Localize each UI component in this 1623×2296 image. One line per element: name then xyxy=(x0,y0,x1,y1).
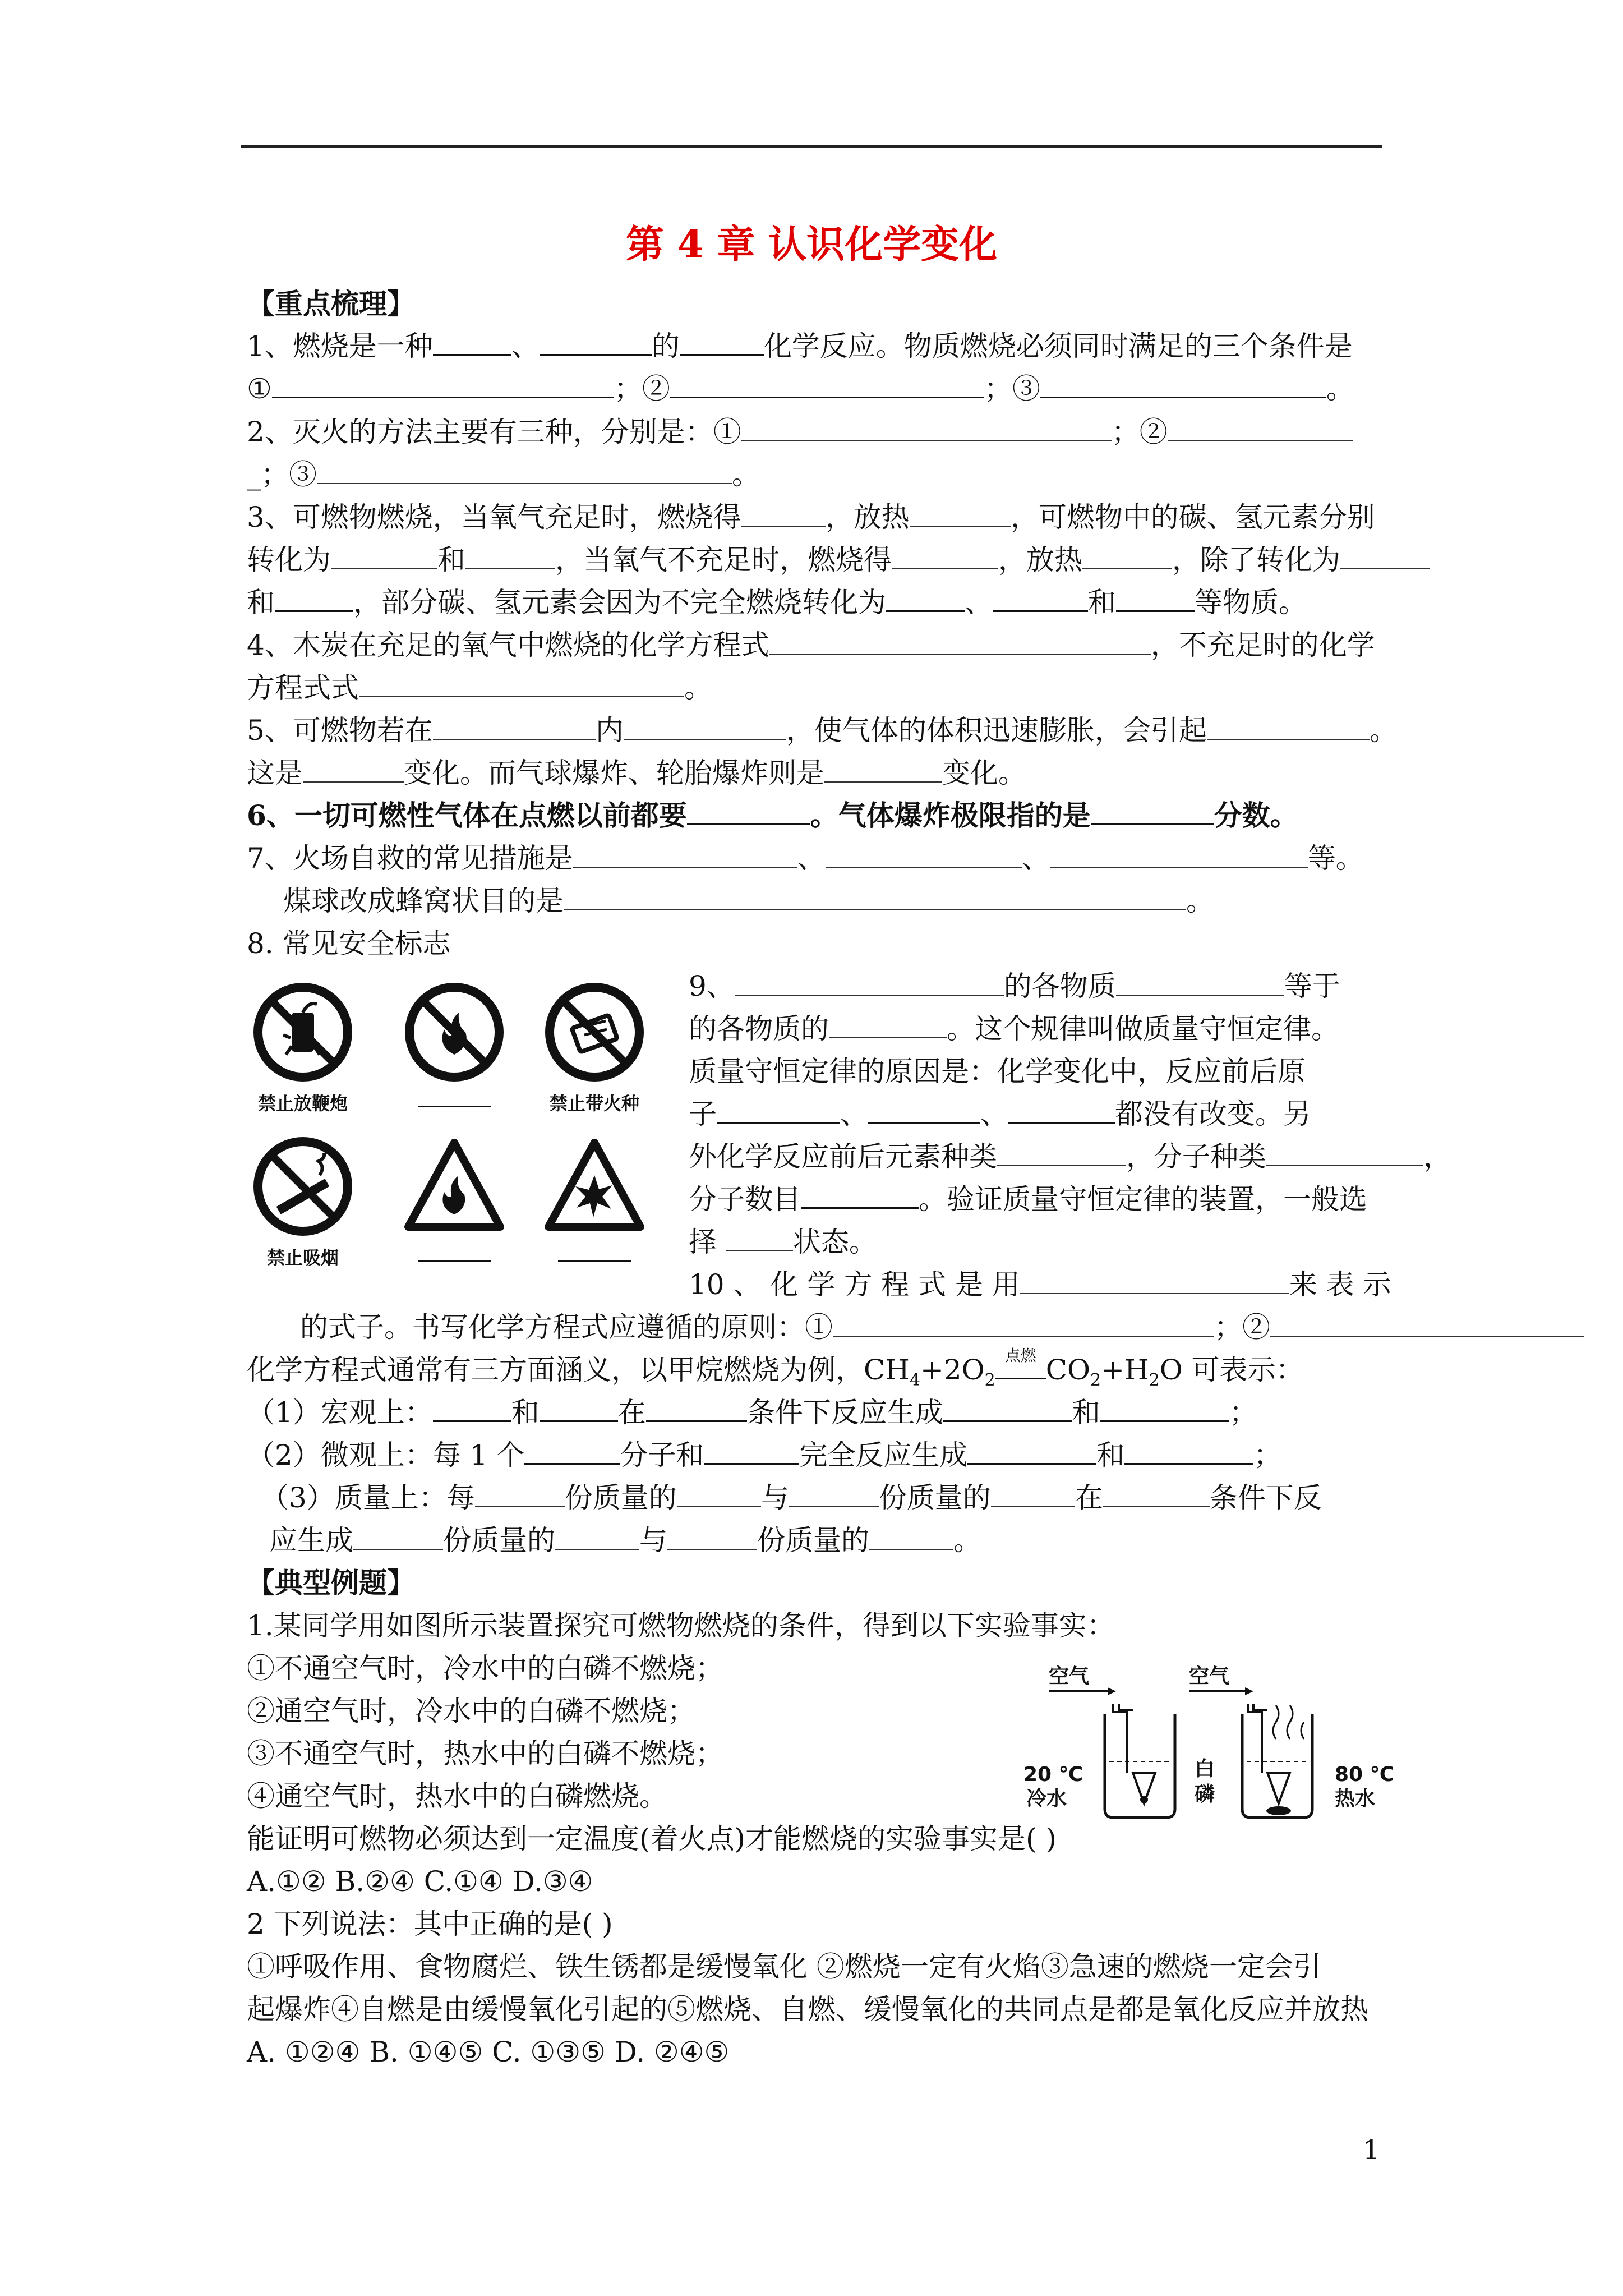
q4-blank[interactable] xyxy=(769,629,1151,655)
air-label-right: 空气 xyxy=(1189,1665,1230,1688)
q10-macro: （1）宏观上： 和 在 条件下反应生成 和 ； xyxy=(247,1396,1257,1429)
explosive-warning-icon xyxy=(544,1136,645,1237)
q9-blank[interactable] xyxy=(1008,1097,1115,1124)
q9-blank[interactable] xyxy=(1266,1140,1423,1166)
q5-blank[interactable] xyxy=(433,714,596,740)
example2-line1: ①呼吸作用、食物腐烂、铁生锈都是缓慢氧化 ②燃烧一定有火焰③急速的燃烧一定会引 xyxy=(247,1950,1321,1983)
q5-blank[interactable] xyxy=(303,757,404,783)
cold-water-label: 冷水 xyxy=(1026,1787,1067,1810)
example1-options[interactable]: A.①② B.②④ C.①④ D.③④ xyxy=(247,1865,593,1898)
q10-blank[interactable] xyxy=(704,1438,799,1465)
q2-line1: 2、灭火的方法主要有三种，分别是：① ；② xyxy=(247,414,1353,450)
q9-line6: 分子数目 。验证质量守恒定律的装置，一般选 xyxy=(689,1183,1367,1216)
q1-line1: 1、燃烧是一种 、 的 化学反应。物质燃烧必须同时满足的三个条件是 xyxy=(247,330,1353,362)
example1-fact4: ④通空气时，热水中的白磷燃烧。 xyxy=(247,1780,667,1812)
q10-blank[interactable] xyxy=(1103,1481,1210,1507)
q6-line: 6、一切可燃性气体在点燃以前都要 。气体爆炸极限指的是 分数。 xyxy=(247,799,1298,832)
q3-blank[interactable] xyxy=(331,544,437,569)
q8-label: 8. 常见安全标志 xyxy=(247,927,451,960)
reaction-condition: 点燃 xyxy=(995,1363,1046,1379)
q1-blank[interactable] xyxy=(433,329,511,356)
example1-fact1: ①不通空气时，冷水中的白磷不燃烧； xyxy=(247,1652,723,1685)
q5-blank[interactable] xyxy=(1207,714,1370,740)
no-fire-source-icon xyxy=(544,982,645,1083)
sign-no-fire-source: 禁止带火种 xyxy=(544,982,645,1115)
q10-blank[interactable] xyxy=(524,1438,620,1465)
q10-blank[interactable] xyxy=(433,1396,511,1422)
q3-blank[interactable] xyxy=(910,501,1011,527)
q1-blank[interactable] xyxy=(680,329,764,356)
q10-blank[interactable] xyxy=(1020,1268,1289,1294)
q10-blank[interactable] xyxy=(833,1311,1214,1337)
no-smoking-icon xyxy=(252,1136,353,1237)
q5-line1: 5、可燃物若在 内 ，使气体的体积迅速膨胀，会引起 。 xyxy=(247,714,1398,747)
q3-blank[interactable] xyxy=(993,586,1088,612)
q5-blank[interactable] xyxy=(624,714,786,740)
hot-water-temp: 80 ℃ xyxy=(1335,1763,1395,1786)
combustion-apparatus-diagram xyxy=(1021,1660,1402,1829)
q10-blank[interactable] xyxy=(1270,1311,1584,1337)
example2-options[interactable]: A. ①②④ B. ①④⑤ C. ①③⑤ D. ②④⑤ xyxy=(247,2036,730,2068)
sign-answer-blank[interactable] xyxy=(418,1255,491,1262)
cold-water-temp: 20 ℃ xyxy=(1023,1763,1083,1786)
page-title: 第 4 章 认识化学变化 xyxy=(625,222,998,267)
q2-line2: _；③ 。 xyxy=(247,458,760,491)
q10-line1: 10 、 化 学 方 程 式 是 用 来 表 示 xyxy=(689,1268,1391,1301)
white-phosphorus-label-1: 白 xyxy=(1195,1757,1215,1780)
q9-line4: 子 、 、 都没有改变。另 xyxy=(689,1098,1311,1130)
no-firecrackers-icon xyxy=(252,982,353,1083)
q3-blank[interactable] xyxy=(1082,544,1172,569)
q10-blank[interactable] xyxy=(1124,1438,1253,1465)
q9-blank[interactable] xyxy=(717,1097,840,1124)
q5-blank[interactable] xyxy=(824,757,942,783)
q9-blank[interactable] xyxy=(997,1140,1126,1166)
q10-blank[interactable] xyxy=(1100,1396,1229,1422)
white-phosphorus-label-2: 磷 xyxy=(1195,1783,1215,1806)
no-open-flame-icon xyxy=(404,982,505,1083)
q9-line7: 择 状态。 xyxy=(689,1226,877,1258)
q3-blank[interactable] xyxy=(892,544,998,569)
q7-blank[interactable] xyxy=(1050,842,1308,868)
q9-blank[interactable] xyxy=(868,1097,980,1124)
sign-explosive xyxy=(544,1136,645,1262)
q10-blank[interactable] xyxy=(475,1481,565,1507)
q10-blank[interactable] xyxy=(967,1438,1096,1465)
q7-blank[interactable] xyxy=(826,842,1022,868)
q10-blank[interactable] xyxy=(667,1524,757,1550)
sign-answer-blank[interactable] xyxy=(418,1101,491,1107)
beaker-apparatus-icon xyxy=(1021,1660,1402,1829)
q4-blank[interactable] xyxy=(359,671,684,697)
q9-line1: 9、 的各物质 等于 xyxy=(689,970,1340,1002)
sign-no-smoking: 禁止吸烟 xyxy=(252,1136,353,1269)
q3-blank[interactable] xyxy=(275,586,353,612)
q9-blank[interactable] xyxy=(735,970,1004,996)
q1-line2: ① ；② ；③ 。 xyxy=(247,372,1354,405)
q10-blank[interactable] xyxy=(991,1481,1075,1507)
q10-blank[interactable] xyxy=(677,1481,761,1507)
example1-question: 能证明可燃物必须达到一定温度(着火点)才能燃烧的实验事实是( ) xyxy=(247,1823,1057,1855)
q9-line3: 质量守恒定律的原因是：化学变化中，反应前后原 xyxy=(689,1055,1306,1088)
q3-line1: 3、可燃物燃烧，当氧气充足时，燃烧得 ，放热 ，可燃物中的碳、氢元素分别 xyxy=(247,501,1375,533)
q2-blank[interactable] xyxy=(741,416,1112,441)
q1-blank[interactable] xyxy=(670,372,984,398)
q7-blank[interactable] xyxy=(564,885,1186,910)
q4-line2: 方程式式 。 xyxy=(247,671,712,704)
q6-blank[interactable] xyxy=(687,799,810,825)
q9-blank[interactable] xyxy=(801,1182,919,1209)
page-number: 1 xyxy=(1363,2134,1380,2166)
sign-answer-blank[interactable] xyxy=(558,1255,631,1262)
section-key-points: 【重点梳理】 xyxy=(247,287,415,320)
q3-blank[interactable] xyxy=(1116,586,1195,612)
q10-blank[interactable] xyxy=(789,1481,879,1507)
air-label-left: 空气 xyxy=(1049,1665,1090,1688)
q1-blank[interactable] xyxy=(1040,372,1326,398)
q9-blank[interactable] xyxy=(1116,970,1284,996)
q7-blank[interactable] xyxy=(573,842,797,868)
example2-stem: 2 下列说法：其中正确的是( ) xyxy=(247,1908,613,1940)
q10-blank[interactable] xyxy=(943,1396,1072,1422)
q10-micro: （2）微观上：每 1 个 分子和 完全反应生成 和 ； xyxy=(247,1439,1282,1471)
q9-blank[interactable] xyxy=(726,1226,793,1251)
q1-blank[interactable] xyxy=(272,372,614,398)
q10-blank[interactable] xyxy=(869,1524,953,1550)
q5-line2: 这是 变化。而气球爆炸、轮胎爆炸则是 变化。 xyxy=(247,757,1026,789)
q2-blank[interactable] xyxy=(317,458,732,484)
example2-line2: 起爆炸④自燃是由缓慢氧化引起的⑤燃烧、自燃、缓慢氧化的共同点是都是氧化反应并放热 xyxy=(247,1993,1368,2026)
hot-water-label: 热水 xyxy=(1335,1787,1376,1810)
q10-blank[interactable] xyxy=(555,1524,639,1550)
q3-line2: 转化为 和 ，当氧气不充足时，燃烧得 ，放热 ，除了转化为 xyxy=(247,542,1430,578)
q10-blank[interactable] xyxy=(353,1524,443,1550)
sign-flammable xyxy=(404,1136,505,1262)
q7-line1: 7、火场自救的常见措施是 、 、 等。 xyxy=(247,842,1364,875)
safety-signs xyxy=(252,982,656,1285)
q4-line1: 4、木炭在充足的氧气中燃烧的化学方程式 ，不充足时的化学 xyxy=(247,629,1375,661)
q10-line2: 的式子。书写化学方程式应遵循的原则：① ；② xyxy=(300,1309,1584,1345)
q9-blank[interactable] xyxy=(829,1013,947,1038)
methane-equation: $CH_4+2O_2$ 点燃 $CO_2+H_2O$ xyxy=(864,1346,1183,1390)
q6-blank[interactable] xyxy=(1091,799,1214,825)
q9-line2: 的各物质的 。这个规律叫做质量守恒定律。 xyxy=(689,1013,1339,1045)
top-rule xyxy=(241,145,1382,148)
q9-line5: 外化学反应前后元素种类 ，分子种类 ， xyxy=(689,1140,1451,1173)
q10-line3: 化学方程式通常有三方面涵义，以甲烷燃烧为例，$CH_4+2O_2$ 点燃 $CO_2+H_2O$ 可表示： xyxy=(247,1346,1304,1390)
q10-blank[interactable] xyxy=(540,1396,618,1422)
sign-no-open-flame xyxy=(404,982,505,1107)
example1-fact2: ②通空气时，冷水中的白磷不燃烧； xyxy=(247,1695,695,1727)
q10-blank[interactable] xyxy=(646,1396,747,1422)
q3-blank[interactable] xyxy=(886,586,965,612)
example1-stem: 1.某同学用如图所示装置探究可燃物燃烧的条件，得到以下实验事实： xyxy=(247,1609,1115,1642)
q3-line3: 和 ，部分碳、氢元素会因为不完全燃烧转化为 、 和 等物质。 xyxy=(247,586,1307,619)
q10-mass-line2: 应生成 份质量的 与 份质量的 。 xyxy=(269,1524,981,1557)
q1-blank[interactable] xyxy=(540,329,652,356)
q10-mass-line1: （3）质量上：每 份质量的 与 份质量的 在 条件下反 xyxy=(261,1481,1322,1514)
q7-line2: 煤球改成蜂窝状目的是 。 xyxy=(283,885,1214,917)
q3-blank[interactable] xyxy=(465,544,555,569)
sign-no-firecrackers: 禁止放鞭炮 xyxy=(252,982,353,1115)
q3-blank[interactable] xyxy=(1340,544,1430,569)
q2-blank[interactable] xyxy=(1168,416,1353,441)
example1-fact3: ③不通空气时，热水中的白磷不燃烧； xyxy=(247,1737,723,1770)
section-examples: 【典型例题】 xyxy=(247,1566,415,1599)
flammable-warning-icon xyxy=(404,1136,505,1237)
q3-blank[interactable] xyxy=(741,501,826,527)
